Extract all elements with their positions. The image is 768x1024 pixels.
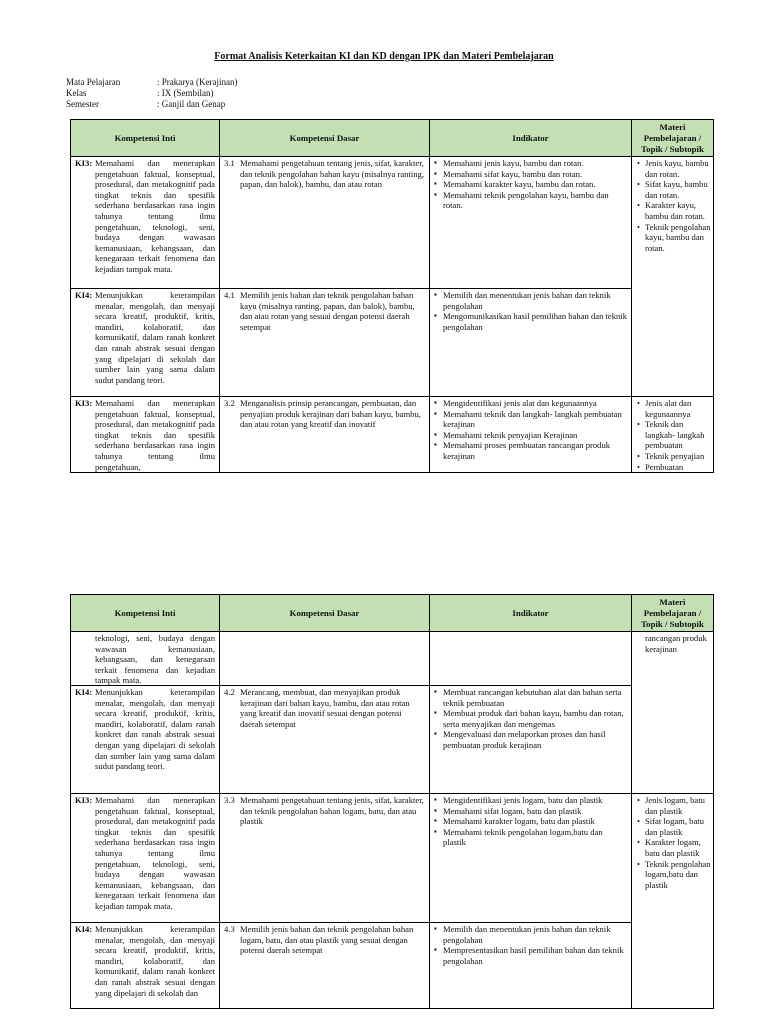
document-meta xyxy=(66,77,237,110)
ki-code: KI3: xyxy=(75,398,93,408)
kd-text: Merancang, membuat, dan menyajikan produk kerajinan dari bahan kayu, bambu, dan atau rotan yang kreatif dan inovatif sesuai dengan potensi daerah setempat xyxy=(240,687,410,729)
meta-row-semester xyxy=(66,99,237,110)
kd-number: 4.1 xyxy=(224,290,235,300)
indikator-list xyxy=(430,923,631,966)
list-item: • Karakter logam, batu dan plastik xyxy=(636,837,711,858)
header-indikator: Indikator xyxy=(430,595,632,632)
materi-cell xyxy=(632,157,714,397)
list-item: ▪ Memahami sifat kayu, bambu dan rotan. xyxy=(434,169,627,180)
indikator-cell xyxy=(430,686,632,794)
list-item: • Jenis logam, batu dan plastik xyxy=(636,795,711,816)
ki-code: KI4: xyxy=(75,687,93,697)
indikator-cell xyxy=(430,157,632,289)
list-item: ▪ Memahami teknik penyajian Kerajinan xyxy=(434,430,627,441)
kd-cell xyxy=(220,923,430,1009)
materi-cell xyxy=(632,632,714,794)
list-item: ▪ Mengevaluasi dan melaporkan proses dan hasil pembuatan produk kerajinan xyxy=(434,729,627,750)
ki-text: Menunjukkan keterampilan menalar, mengolah, dan menyaji secara kreatif, produktif, kritis, mandiri, kolaboratif, dan komunikatif, dalam ranah konkret dan ranah abstrak sesuai dengan yang dipelajari di sekolah dan xyxy=(95,924,215,998)
ki-code: KI3: xyxy=(75,795,93,805)
list-item: • Jenis kayu, bambu dan rotan. xyxy=(636,158,711,179)
table-header-row xyxy=(71,120,714,157)
header-kompetensi-inti: Kompetensi Inti xyxy=(71,120,220,157)
list-item: • Teknik pengolahan logam,batu dan plastik xyxy=(636,859,711,891)
ki-text: Menunjukkan keterampilan menalar, mengolah, dan menyaji secara kreatif, produktif, kritis, mandiri, kolaboratif, dan komunikatif, dalam ranah konkret dan ranah abstrak sesuai dengan yang dipelajari di sekolah dan sumber lain yang sama dalam sudut pandang teori. xyxy=(95,290,215,385)
ki-code xyxy=(75,633,95,685)
kd-cell xyxy=(220,289,430,397)
document-title: Format Analisis Keterkaitan KI dan KD dengan IPK dan Materi Pembelajaran xyxy=(214,51,554,62)
meta-value: : Ganjil dan Genap xyxy=(157,99,226,109)
materi-list xyxy=(632,397,713,472)
meta-row-class xyxy=(66,88,237,99)
ki-code: KI4: xyxy=(75,924,93,934)
kd-cell xyxy=(220,686,430,794)
kd-number: 3.1 xyxy=(224,158,235,168)
materi-text: rancangan produk kerajinan xyxy=(645,633,707,654)
list-item: • Teknik penyajian xyxy=(636,451,711,462)
list-item: ▪ Memahami sifat logam, batu dan plastik xyxy=(434,806,627,817)
list-item: • Teknik dan langkah- langkah pembuatan xyxy=(636,419,711,451)
header-kompetensi-dasar: Kompetensi Dasar xyxy=(220,120,430,157)
indikator-cell xyxy=(430,794,632,923)
list-item: ▪ Memahami karakter logam, batu dan plastik xyxy=(434,816,627,827)
indikator-list xyxy=(430,686,631,751)
list-item: • Sifat logam, batu dan plastik xyxy=(636,816,711,837)
kd-text: Memilih jenis bahan dan teknik pengolahan bahan logam, batu, dan atau plastik yang sesuai dengan potensi daerah setempat xyxy=(240,924,414,956)
list-item: ▪ Memahami jenis kayu, bambu dan rotan. xyxy=(434,158,627,169)
indikator-list xyxy=(430,794,631,848)
list-item: ▪ Memahami karakter kayu, bambu dan rotan. xyxy=(434,179,627,190)
ki-cell xyxy=(71,157,220,289)
table-row xyxy=(71,794,714,923)
meta-label: Semester xyxy=(66,99,99,109)
ki-cell xyxy=(71,686,220,794)
kd-cell xyxy=(220,397,430,473)
list-item: ▪ Memahami teknik pengolahan kayu, bambu dan rotan. xyxy=(434,190,627,211)
header-materi: Materi Pembelajaran / Topik / Subtopik xyxy=(632,595,714,632)
ki-text: Memahami dan menerapkan pengetahuan faktual, konseptual, prosedural, dan metakognitif pada tingkat teknis dan spesifik sederhana berdasarkan rasa ingin tahunya tentang ilmu pengetahuan, xyxy=(95,398,215,472)
ki-code: KI4: xyxy=(75,290,93,300)
header-kompetensi-dasar: Kompetensi Dasar xyxy=(220,595,430,632)
list-item: • Sifat kayu, bambu dan rotan. xyxy=(636,179,711,200)
table-row xyxy=(71,397,714,473)
list-item: ▪ Membuat produk dari bahan kayu, bambu dan rotan, serta menyajikan dan mengemas xyxy=(434,708,627,729)
materi-cell xyxy=(632,397,714,473)
list-item: ▪ Memilih dan menentukan jenis bahan dan teknik pengolahan xyxy=(434,924,627,945)
meta-value: : Prakarya (Kerajinan) xyxy=(157,77,238,87)
header-materi: Materi Pembelajaran / Topik / Subtopik xyxy=(632,120,714,157)
meta-label: Kelas xyxy=(66,88,87,98)
list-item: • Jenis alat dan kegunaannya xyxy=(636,398,711,419)
indikator-cell xyxy=(430,397,632,473)
kd-text: Memahami pengetahuan tentang jenis, sifat, karakter, dan teknik pengolahan bahan kayu (misalnya ranting, papan, dan balok), bambu, dan atau rotan xyxy=(240,158,424,190)
indikator-cell xyxy=(430,632,632,686)
ki-cell xyxy=(71,289,220,397)
ki-cell xyxy=(71,794,220,923)
materi-list xyxy=(632,157,713,253)
kd-number: 3.3 xyxy=(224,795,235,805)
list-item: • Teknik pengolahan kayu, bambu dan rotan. xyxy=(636,222,711,254)
ki-code: KI3: xyxy=(75,158,93,168)
materi-cell xyxy=(632,794,714,1009)
list-item: ▪ Memahami teknik pengolahan logam,batu dan plastik xyxy=(434,827,627,848)
table-row xyxy=(71,289,714,397)
table-header-row xyxy=(71,595,714,632)
list-item: ▪ Mengidentifikasi jenis logam, batu dan plastik xyxy=(434,795,627,806)
analysis-table-page-1 xyxy=(70,119,714,473)
list-item: ▪ Mempresentasikan hasil pemilihan bahan dan teknik pengolahan xyxy=(434,945,627,966)
analysis-table-page-2 xyxy=(70,594,714,1009)
table-row xyxy=(71,686,714,794)
kd-text: Memahami pengetahuan tentang jenis, sifat, karakter, dan teknik pengolahan bahan logam, batu, dan atau plastik xyxy=(240,795,424,827)
header-indikator: Indikator xyxy=(430,120,632,157)
ki-cell xyxy=(71,923,220,1009)
indikator-list xyxy=(430,289,631,332)
list-item: ▪ Mengidentifikasi jenis alat dan kegunaannya xyxy=(434,398,627,409)
indikator-list xyxy=(430,397,631,462)
list-item: ▪ Memahami proses pembuatan rancangan produk kerajinan xyxy=(434,440,627,461)
meta-value: : IX (Sembilan) xyxy=(157,88,214,98)
ki-text: Memahami dan menerapkan pengetahuan faktual, konseptual, prosedural, dan metakognitif pada tingkat teknis dan spesifik sederhana berdasarkan rasa ingin tahunya tentang ilmu pengetahuan, teknologi, seni, budaya dengan wawasan kemanusiaan, kebangsaan, dan kenegaraan terkait fenomena dan kejadian tampak mata. xyxy=(95,158,215,274)
kd-cell xyxy=(220,632,430,686)
list-item: • Karakter kayu, bambu dan rotan. xyxy=(636,200,711,221)
kd-number: 4.2 xyxy=(224,687,235,697)
indikator-cell xyxy=(430,289,632,397)
header-kompetensi-inti: Kompetensi Inti xyxy=(71,595,220,632)
ki-text: teknologi, seni, budaya dengan wawasan kemanusiaan, kebangsaan, dan kenegaraan terkait fenomena dan kejadian tampak mata. xyxy=(95,633,215,685)
kd-number: 3.2 xyxy=(224,398,235,408)
table-row xyxy=(71,632,714,686)
kd-text: Menganalisis prinsip perancangan, pembuatan, dan penyajian produk kerajinan dari bahan kayu, bambu, dan atau rotan yang kreatif dan inovatif xyxy=(240,398,421,430)
kd-text: Memilih jenis bahan dan teknik pengolahan bahan kayu (misalnya ranting, papan, dan balok), bambu, dan atau rotan yang sesuai dengan potensi daerah setempat xyxy=(240,290,415,332)
kd-cell xyxy=(220,157,430,289)
ki-cell xyxy=(71,397,220,473)
list-item: ▪ Memilih dan menentukan jenis bahan dan teknik pengolahan xyxy=(434,290,627,311)
kd-cell xyxy=(220,794,430,923)
indikator-cell xyxy=(430,923,632,1009)
list-item: ▪ Membuat rancangan kebutuhan alat dan bahan serta teknik pembuatan xyxy=(434,687,627,708)
materi-list xyxy=(632,794,713,890)
ki-text: Menunjukkan keterampilan menalar, mengolah, dan menyaji secara kreatif, produktif, kritis, mandiri, kolaboratif, dalam ranah konkret dan ranah abstrak sesuai dengan yang dipelajari di sekolah dan sumber lain yang sama dalam sudut pandang teori. xyxy=(95,687,215,772)
list-item: ▪ Mengomunikasikan hasil pemilihan bahan dan teknik pengolahan xyxy=(434,311,627,332)
table-row xyxy=(71,923,714,1009)
kd-number: 4.3 xyxy=(224,924,235,934)
list-item: • Pembuatan xyxy=(636,462,711,472)
indikator-list xyxy=(430,157,631,211)
table-row xyxy=(71,157,714,289)
ki-cell xyxy=(71,632,220,686)
list-item: ▪ Memahami teknik dan langkah- langkah pembuatan kerajinan xyxy=(434,409,627,430)
meta-label: Mata Pelajaran xyxy=(66,77,121,87)
ki-text: Memahami dan menerapkan pengetahuan faktual, konseptual, prosedural, dan metakognitif pada tingkat teknis dan spesifik sederhana berdasarkan rasa ingin tahunya tentang ilmu pengetahuan, teknologi, seni, budaya dengan wawasan kemanusiaan, kebangsaan, dan kenegaraan terkait fenomena dan kejadian tampak mata. xyxy=(95,795,215,911)
meta-row-subject xyxy=(66,77,237,88)
